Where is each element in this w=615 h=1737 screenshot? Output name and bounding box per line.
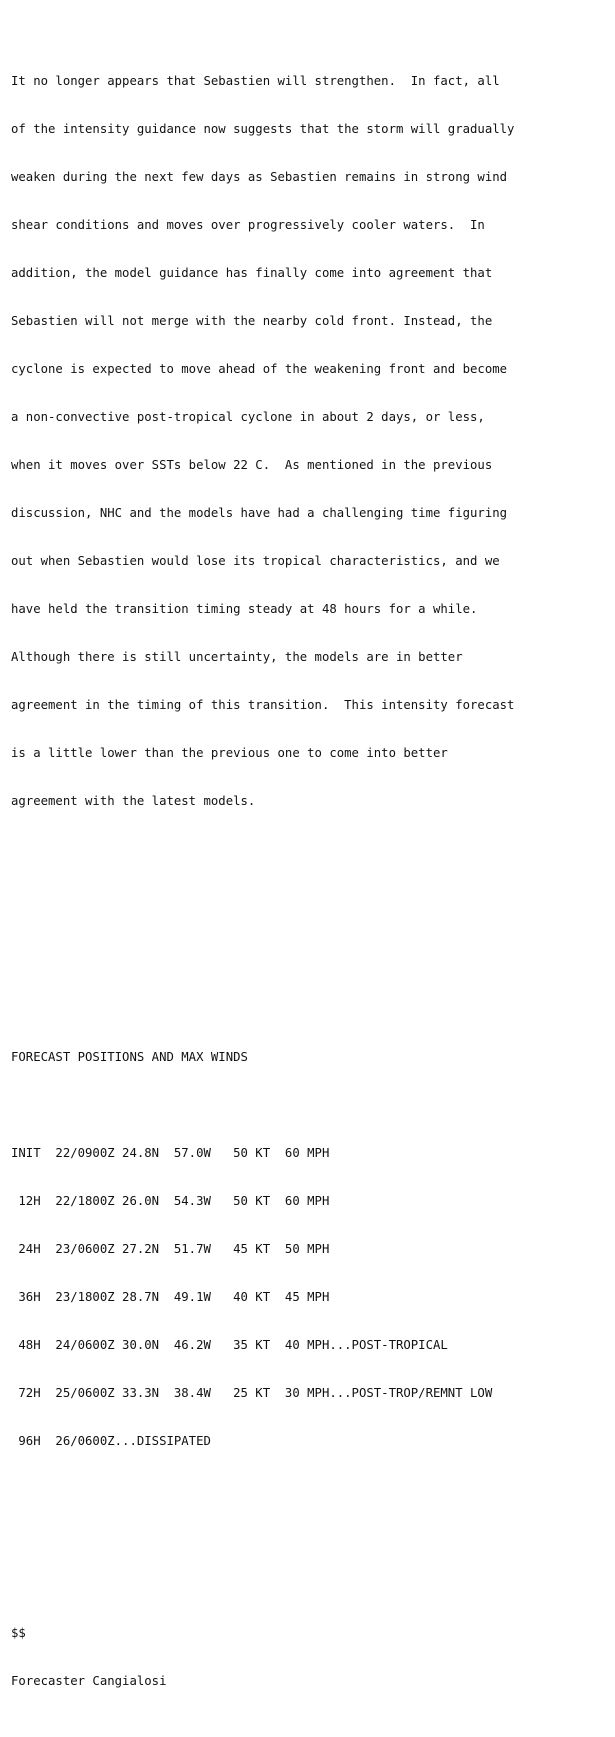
discussion-line: weaken during the next few days as Sebastien remains in strong wind [11, 170, 508, 184]
forecast-row: 12H 22/1800Z 26.0N 54.3W 50 KT 60 MPH [11, 1194, 330, 1208]
forecast-row: 48H 24/0600Z 30.0N 46.2W 35 KT 40 MPH...POST-TROPICAL [11, 1338, 448, 1352]
discussion-line: discussion, NHC and the models have had a challenging time figuring [11, 506, 508, 520]
discussion-line: when it moves over SSTs below 22 C. As mentioned in the previous [11, 458, 493, 472]
terminator: $$ [11, 1626, 26, 1640]
forecast-row: 96H 26/0600Z...DISSIPATED [11, 1434, 211, 1448]
discussion-line: of the intensity guidance now suggests that the storm will gradually [11, 122, 515, 136]
spacer [11, 1529, 615, 1545]
discussion-line: addition, the model guidance has finally come into agreement that [11, 266, 493, 280]
forecast-row: INIT 22/0900Z 24.8N 57.0W 50 KT 60 MPH [11, 1146, 330, 1160]
footer [11, 1593, 615, 1721]
discussion-line: agreement with the latest models. [11, 794, 256, 808]
spacer [11, 1097, 615, 1113]
spacer [11, 889, 615, 921]
discussion-line: Although there is still uncertainty, the models are in better [11, 650, 463, 664]
discussion-paragraph [11, 41, 615, 841]
discussion-line: cyclone is expected to move ahead of the weakening front and become [11, 362, 508, 376]
forecast-table [11, 1017, 615, 1481]
discussion-line: shear conditions and moves over progressively cooler waters. In [11, 218, 485, 232]
discussion-line: agreement in the timing of this transition. This intensity forecast [11, 698, 515, 712]
forecast-row: 72H 25/0600Z 33.3N 38.4W 25 KT 30 MPH...POST-TROP/REMNT LOW [11, 1386, 493, 1400]
discussion-line: Sebastien will not merge with the nearby cold front. Instead, the [11, 314, 493, 328]
discussion-line: out when Sebastien would lose its tropical characteristics, and we [11, 554, 500, 568]
forecast-row: 24H 23/0600Z 27.2N 51.7W 45 KT 50 MPH [11, 1242, 330, 1256]
discussion-line: a non-convective post-tropical cyclone in about 2 days, or less, [11, 410, 485, 424]
discussion-line: is a little lower than the previous one to come into better [11, 746, 448, 760]
forecast-row: 36H 23/1800Z 28.7N 49.1W 40 KT 45 MPH [11, 1290, 330, 1304]
forecaster-signature: Forecaster Cangialosi [11, 1674, 167, 1688]
forecast-heading: FORECAST POSITIONS AND MAX WINDS [11, 1050, 248, 1064]
spacer [11, 953, 615, 969]
discussion-line: have held the transition timing steady at 48 hours for a while. [11, 602, 478, 616]
discussion-line: It no longer appears that Sebastien will strengthen. In fact, all [11, 74, 500, 88]
